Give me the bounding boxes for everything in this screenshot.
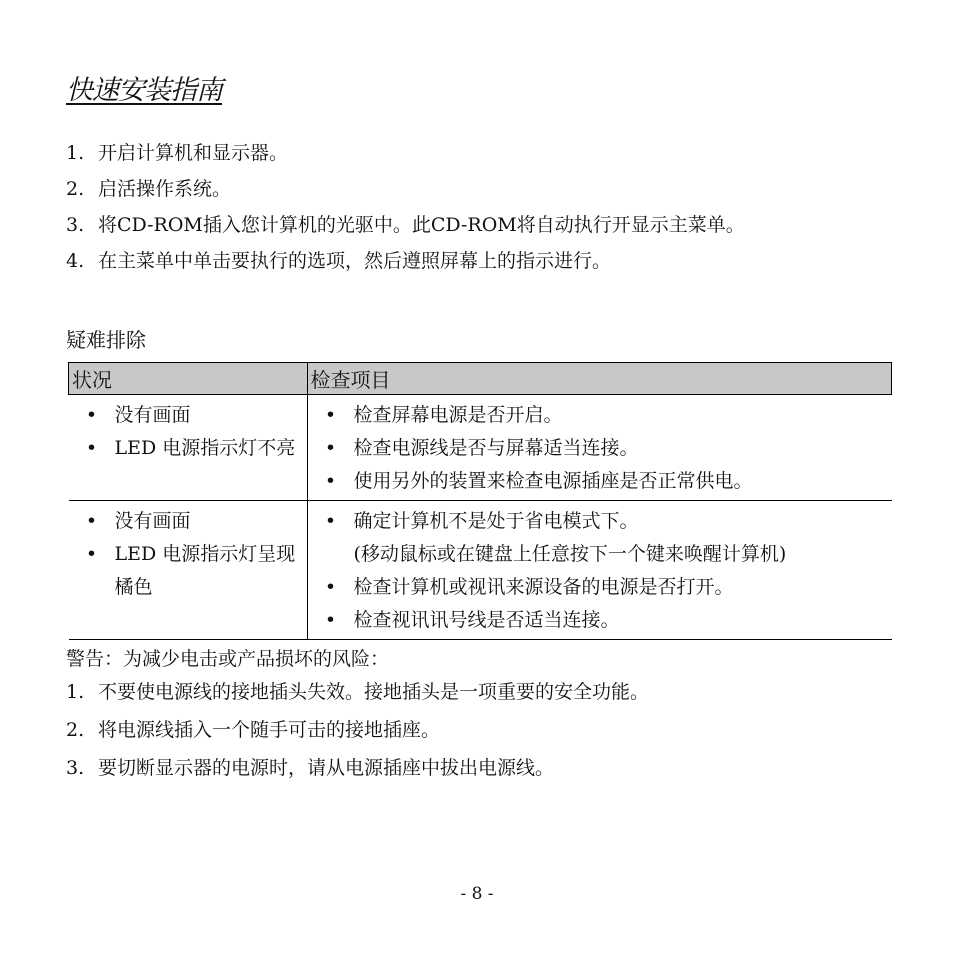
- check-cell: [307, 395, 892, 501]
- warning-list: [66, 677, 649, 791]
- list-item: [66, 210, 745, 246]
- list-item: [66, 246, 745, 282]
- bullet-icon: •: [324, 576, 337, 598]
- check-column-header: 检查项目: [307, 363, 892, 395]
- warning-text: 为减少电击或产品损坏的风险：: [123, 648, 390, 670]
- check-text: 检查视讯讯号线是否适当连接。: [353, 609, 620, 631]
- status-text: LED 电源指示灯呈现橘色: [114, 543, 296, 598]
- list-item: [66, 753, 649, 791]
- bullet-icon: •: [85, 510, 98, 532]
- check-text: 使用另外的装置来检查电源插座是否正常供电。: [353, 470, 753, 492]
- list-item: [66, 174, 745, 210]
- warning-number: 2.: [66, 719, 85, 741]
- step-number: 2.: [66, 178, 85, 200]
- check-text: 确定计算机不是处于省电模式下。: [353, 510, 639, 532]
- troubleshoot-table: [68, 362, 892, 640]
- bullet-icon: •: [85, 543, 98, 565]
- table-row: [69, 501, 892, 640]
- step-number: 1.: [66, 142, 85, 164]
- status-text: LED 电源指示灯不亮: [114, 437, 296, 459]
- bullet-icon: •: [324, 609, 337, 631]
- page-number: - 8 -: [460, 884, 494, 904]
- list-item: [66, 677, 649, 715]
- install-steps-list: [66, 138, 745, 282]
- check-text: 检查计算机或视讯来源设备的电源是否打开。: [353, 576, 734, 598]
- step-text: 将CD-ROM插入您计算机的光驱中。此CD-ROM将自动执行开显示主菜单。: [98, 214, 745, 236]
- warning-number: 1.: [66, 681, 85, 703]
- bullet-icon: •: [324, 437, 337, 459]
- status-cell: [69, 395, 308, 501]
- warning-item-text: 要切断显示器的电源时，请从电源插座中拔出电源线。: [98, 757, 555, 779]
- check-text: 检查电源线是否与屏幕适当连接。: [353, 437, 639, 459]
- check-text: 检查屏幕电源是否开启。: [353, 404, 563, 426]
- step-number: 4.: [66, 250, 85, 272]
- check-cell: [307, 501, 892, 640]
- status-text: 没有画面: [114, 404, 191, 426]
- step-text: 开启计算机和显示器。: [98, 142, 289, 164]
- page-title: 快速安装指南: [66, 75, 222, 106]
- bullet-icon: •: [324, 404, 337, 426]
- bullet-icon: •: [85, 437, 98, 459]
- step-text: 在主菜单中单击要执行的选项，然后遵照屏幕上的指示进行。: [98, 250, 612, 272]
- list-item: [66, 138, 745, 174]
- status-column-header: 状况: [69, 363, 308, 395]
- warning-label: 警告：: [66, 648, 124, 670]
- step-text: 启活操作系统。: [98, 178, 232, 200]
- troubleshoot-heading: 疑难排除: [66, 328, 146, 352]
- table-header-row: [69, 363, 892, 395]
- warning-heading: [66, 644, 389, 671]
- status-cell: [69, 501, 308, 640]
- table-row: [69, 395, 892, 501]
- list-item: [66, 715, 649, 753]
- bullet-icon: •: [85, 404, 98, 426]
- bullet-icon: •: [324, 470, 337, 492]
- warning-number: 3.: [66, 757, 85, 779]
- status-text: 没有画面: [114, 510, 191, 532]
- check-note: (移动鼠标或在键盘上任意按下一个键来唤醒计算机): [353, 543, 787, 565]
- step-number: 3.: [66, 214, 85, 236]
- bullet-icon: •: [324, 510, 337, 532]
- warning-item-text: 将电源线插入一个随手可击的接地插座。: [98, 719, 441, 741]
- warning-item-text: 不要使电源线的接地插头失效。接地插头是一项重要的安全功能。: [98, 681, 650, 703]
